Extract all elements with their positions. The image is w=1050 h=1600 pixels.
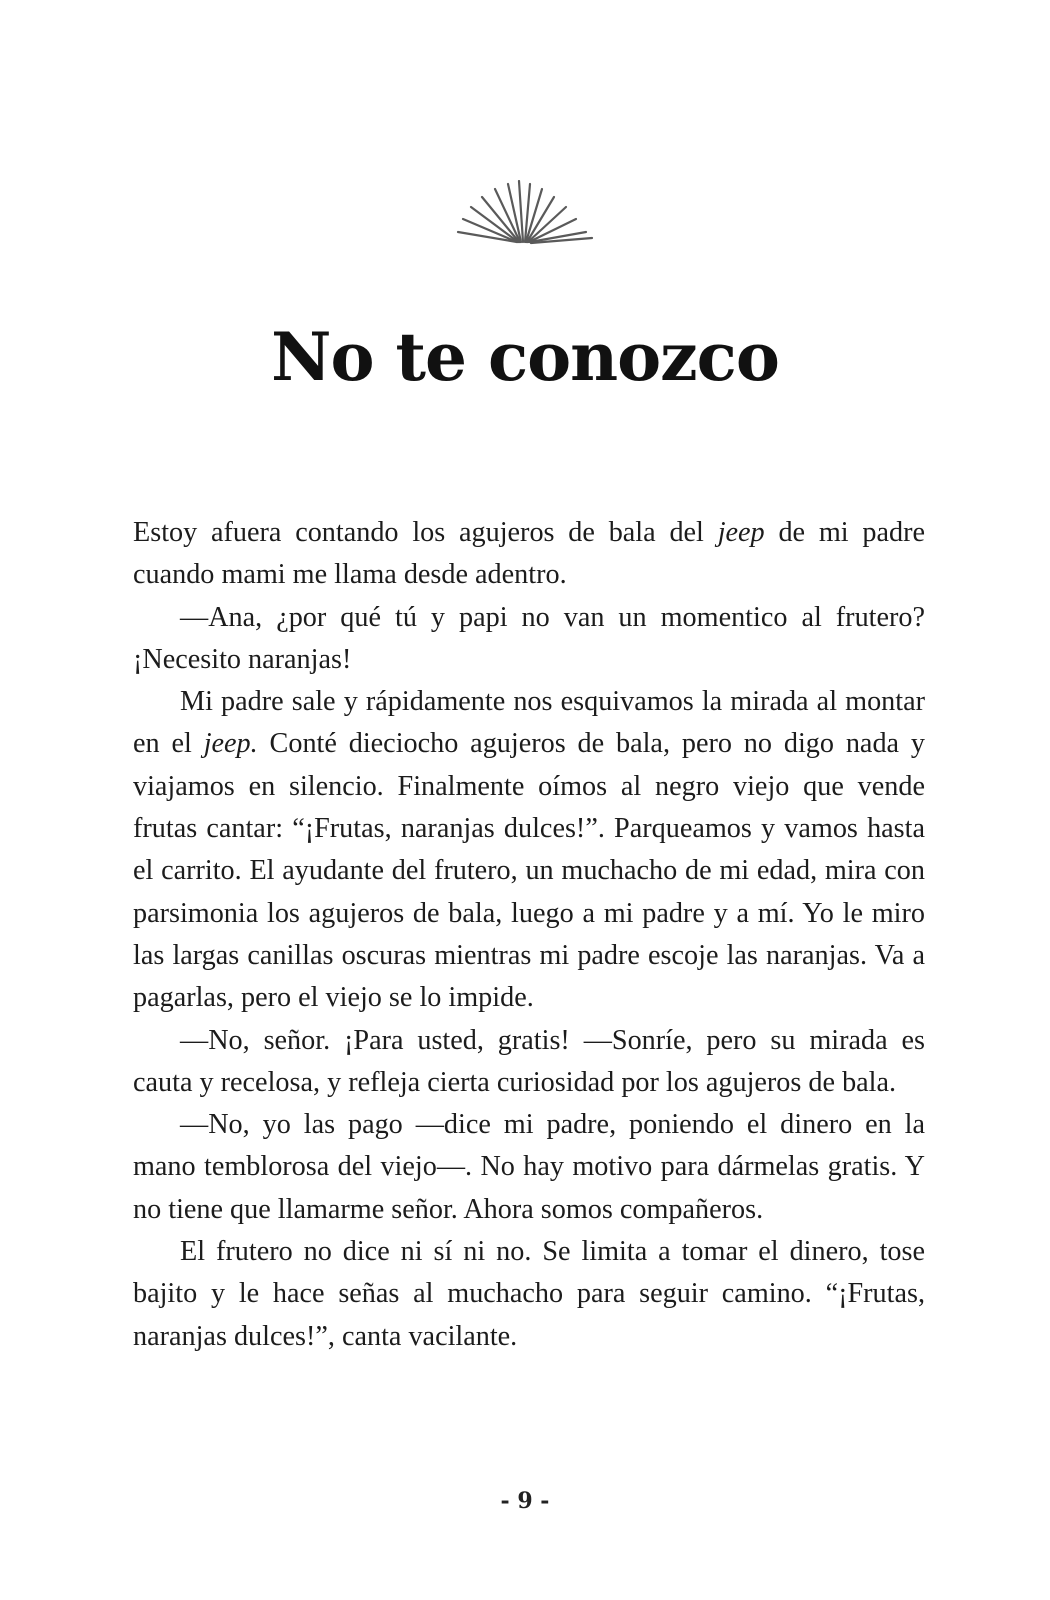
paragraph-1: Estoy afuera contando los agujeros de bala del jeep de mi padre cuando mami me llama desde adentro. [133,517,925,591]
body-text [133,512,925,1358]
paragraph-6: El frutero no dice ni sí ni no. Se limita a tomar el dinero, tose bajito y le hace señas al muchacho para seguir camino. “¡Frutas, naranjas dulces!”, canta vacilante. [133,1236,925,1352]
paragraph-3: Mi padre sale y rápidamente nos esquivamos la mirada al montar en el jeep. Conté dieciocho agujeros de bala, pero no digo nada y viajamos en silencio. Finalmente oímos al negro viejo que vende frutas cantar: “¡Frutas, naranjas dulces!”. Parqueamos y vamos hasta el carrito. El ayudante del frutero, un muchacho de mi edad, mira con parsimonia los agujeros de bala, luego a mi padre y a mí. Yo le miro las largas canillas oscuras mientras mi padre escoje las naranjas. Va a pagarlas, pero el viejo se lo impide. [133,686,925,1014]
page-number: - 9 - [500,1488,550,1514]
italic-word: jeep [717,517,765,548]
paragraph-5: —No, yo las pago —dice mi padre, poniendo el dinero en la mano temblorosa del viejo—. No hay motivo para dármelas gratis. Y no tiene que llamarme señor. Ahora somos compañeros. [133,1109,925,1225]
paragraph-2: —Ana, ¿por qué tú y papi no van un momentico al frutero? ¡Necesito naranjas! [133,601,925,675]
paragraph-4: —No, señor. ¡Para usted, gratis! —Sonríe, pero su mirada es cauta y recelosa, y refleja cierta curiosidad por los agujeros de bala. [133,1024,925,1098]
sunburst-ornament-icon [455,180,595,250]
italic-word: jeep. [203,728,258,760]
chapter-title: No te conozco [271,318,779,396]
